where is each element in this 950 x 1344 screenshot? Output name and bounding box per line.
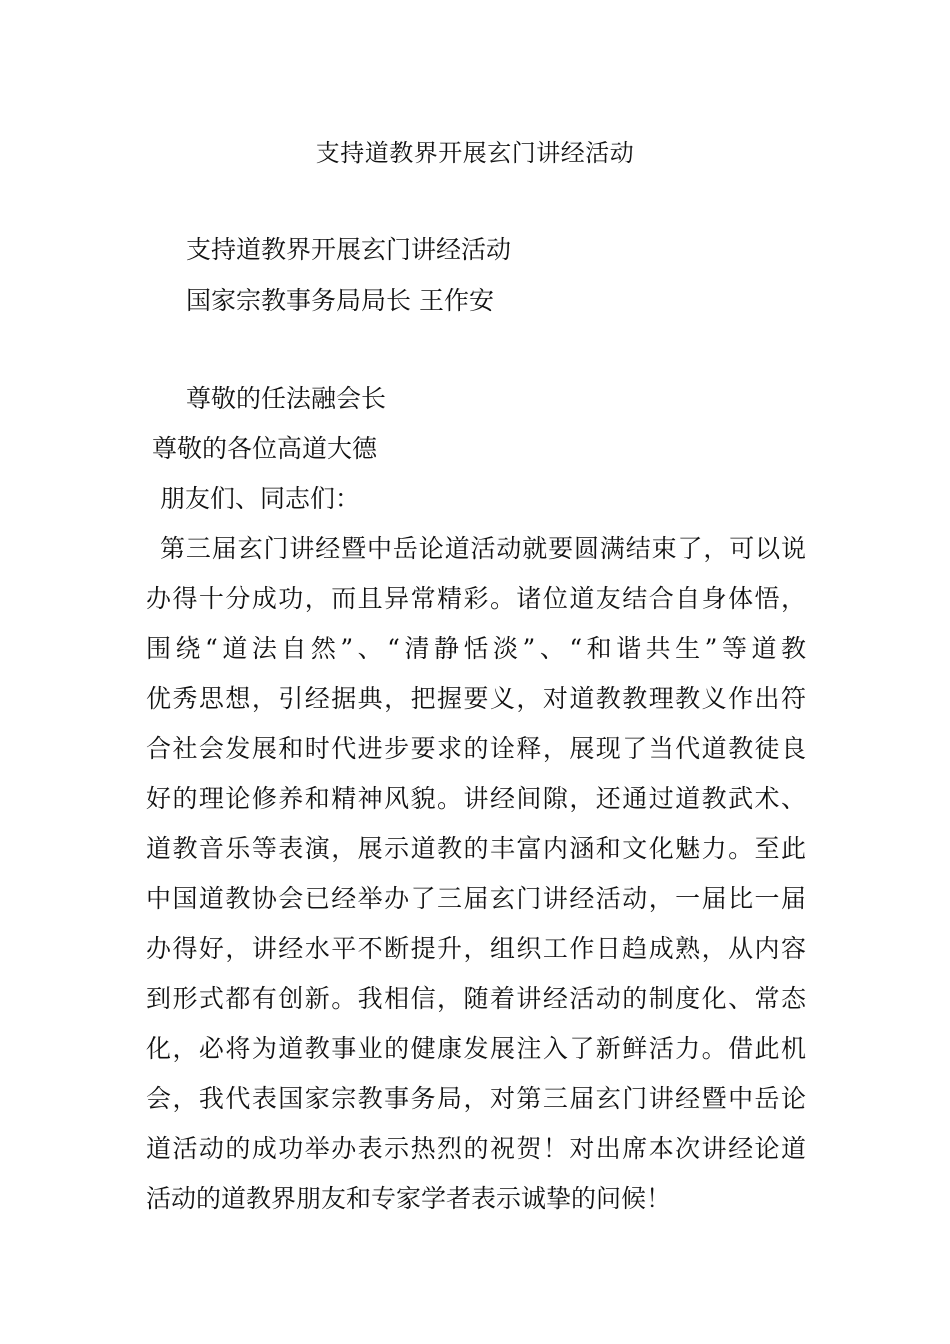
body-line: 第三届玄门讲经暨中岳论道活动就要圆满结束了，可以说 [160, 534, 806, 563]
greeting-line: 尊敬的各位高道大德 [152, 434, 378, 463]
body-line: 合社会发展和时代进步要求的诠释，展现了当代道教徒良 [146, 734, 806, 763]
page-title: 支持道教界开展玄门讲经活动 [315, 139, 635, 167]
body-line: 道活动的成功举办表示热烈的祝贺！对出席本次讲经论道 [146, 1134, 806, 1163]
body-line: 办得十分成功，而且异常精彩。诸位道友结合自身体悟， [146, 584, 806, 613]
body-line: 中国道教协会已经举办了三届玄门讲经活动，一届比一届 [146, 884, 806, 913]
body-line: 活动的道教界朋友和专家学者表示诚挚的问候！ [146, 1184, 672, 1213]
body-line: 围绕“道法自然”、“清静恬淡”、“和谐共生”等道教 [146, 634, 806, 663]
author-line: 国家宗教事务局局长 王作安 [186, 286, 494, 315]
body-line: 会，我代表国家宗教事务局，对第三届玄门讲经暨中岳论 [146, 1084, 806, 1113]
greeting-line: 尊敬的任法融会长 [186, 384, 387, 413]
body-paragraph [146, 529, 806, 1229]
body-line: 化，必将为道教事业的健康发展注入了新鲜活力。借此机 [146, 1034, 806, 1063]
body-line: 到形式都有创新。我相信，随着讲经活动的制度化、常态 [146, 984, 806, 1013]
body-line: 道教音乐等表演，展示道教的丰富内涵和文化魅力。至此 [146, 834, 806, 863]
body-line: 好的理论修养和精神风貌。讲经间隙，还通过道教武术、 [146, 784, 806, 813]
greeting-line: 朋友们、同志们： [160, 484, 361, 513]
document-subtitle: 支持道教界开展玄门讲经活动 [186, 235, 512, 264]
body-line: 优秀思想，引经据典，把握要义，对道教教理教义作出符 [146, 684, 806, 713]
body-line: 办得好，讲经水平不断提升，组织工作日趋成熟，从内容 [146, 934, 806, 963]
